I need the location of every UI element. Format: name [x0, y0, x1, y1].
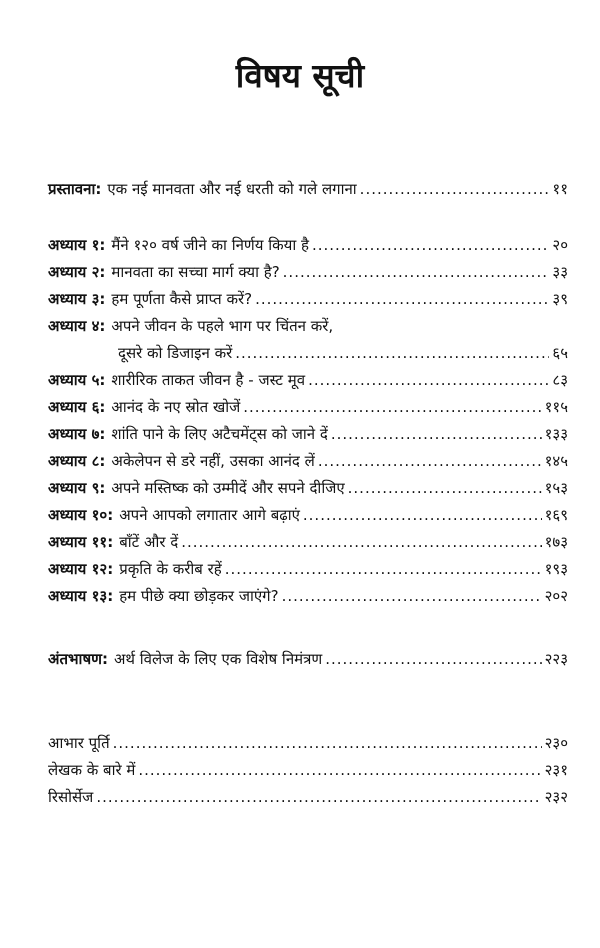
- toc-entry-page: १९३: [544, 560, 568, 578]
- toc-entry-label: अध्याय ३:: [48, 290, 106, 308]
- toc-entry-chapter-6[interactable]: [48, 394, 568, 421]
- toc-leader-dots: [255, 286, 549, 313]
- toc-entry-resources[interactable]: [48, 784, 568, 811]
- toc-entry-title-continuation: दूसरे को डिजाइन करें: [118, 344, 233, 362]
- toc-leader-dots: [312, 232, 549, 259]
- toc-entry-label: अध्याय ६:: [48, 398, 106, 416]
- toc-entry-title: शांति पाने के लिए अटैचमेंट्स को जाने दें: [111, 425, 328, 443]
- toc-entry-page: १७३: [544, 533, 568, 551]
- toc-entry-title: प्रकृति के करीब रहें: [119, 560, 222, 578]
- toc-entry-chapter-10[interactable]: [48, 502, 568, 529]
- toc-leader-dots: [308, 367, 549, 394]
- toc-entry-chapter-2[interactable]: [48, 259, 568, 286]
- toc-entry-label: अध्याय १०:: [48, 506, 114, 524]
- toc-entry-chapter-4[interactable]: [48, 313, 568, 340]
- toc-leader-dots: [225, 556, 542, 583]
- toc-entry-page: ११: [552, 180, 568, 198]
- toc-entry-chapter-8[interactable]: [48, 448, 568, 475]
- toc-entry-label: अध्याय ७:: [48, 425, 106, 443]
- toc-entry-page: ३९: [552, 290, 568, 308]
- toc-preface-section: [48, 176, 568, 203]
- toc-entry-label: अध्याय ८:: [48, 452, 106, 470]
- toc-leader-dots: [113, 730, 542, 757]
- toc-entry-title: आभार पूर्ति: [48, 734, 110, 752]
- toc-entry-acknowledgements[interactable]: [48, 730, 568, 757]
- toc-entry-label: अध्याय २:: [48, 263, 106, 281]
- toc-leader-dots: [235, 340, 549, 367]
- toc-entry-label: अध्याय १:: [48, 236, 106, 254]
- toc-entry-page: २३०: [544, 734, 568, 752]
- toc-entry-title: शारीरिक ताकत जीवन है - जस्ट मूव: [111, 371, 306, 389]
- toc-entry-title: मानवता का सच्चा मार्ग क्या है?: [111, 263, 280, 281]
- toc-entry-page: ६५: [552, 344, 568, 362]
- toc-entry-page: १३३: [544, 425, 568, 443]
- toc-leader-dots: [360, 176, 550, 203]
- page-title: विषय सूची: [235, 56, 365, 95]
- toc-leader-dots: [318, 448, 542, 475]
- toc-leader-dots: [283, 259, 550, 286]
- toc-entry-page: २२३: [544, 650, 568, 668]
- toc-leader-dots: [348, 475, 542, 502]
- toc-entry-chapter-4-continuation[interactable]: [48, 340, 568, 367]
- toc-leader-dots: [96, 784, 541, 811]
- toc-entry-title: हम पीछे क्या छोड़कर जाएंगे?: [119, 587, 279, 605]
- toc-entry-label: अध्याय ५:: [48, 371, 106, 389]
- toc-entry-chapter-1[interactable]: [48, 232, 568, 259]
- toc-entry-title: मैंने १२० वर्ष जीने का निर्णय किया है: [111, 236, 309, 254]
- toc-chapters-section: [48, 232, 568, 610]
- toc-entry-title: अपने आपको लगातार आगे बढ़ाएं: [119, 506, 300, 524]
- toc-entry-preface[interactable]: [48, 176, 568, 203]
- toc-leader-dots: [138, 757, 541, 784]
- toc-entry-chapter-5[interactable]: [48, 367, 568, 394]
- toc-entry-page: ८३: [552, 371, 568, 389]
- toc-entry-chapter-7[interactable]: [48, 421, 568, 448]
- toc-leader-dots: [181, 529, 541, 556]
- toc-entry-label: अध्याय १३:: [48, 587, 114, 605]
- toc-entry-page: २०: [552, 236, 568, 254]
- toc-entry-title: एक नई मानवता और नई धरती को गले लगाना: [107, 180, 357, 198]
- toc-entry-chapter-9[interactable]: [48, 475, 568, 502]
- toc-leader-dots: [303, 502, 542, 529]
- toc-entry-page: ३३: [552, 263, 568, 281]
- toc-back-matter-section: [48, 730, 568, 811]
- toc-entry-title: अपने जीवन के पहले भाग पर चिंतन करें,: [111, 317, 334, 335]
- toc-entry-label: प्रस्तावना:: [48, 180, 102, 198]
- toc-leader-dots: [282, 583, 542, 610]
- toc-entry-title: अपने मस्तिष्क को उम्मीदें और सपने दीजिए: [111, 479, 345, 497]
- toc-entry-chapter-12[interactable]: [48, 556, 568, 583]
- toc-entry-page: १६९: [544, 506, 568, 524]
- toc-entry-page: २३१: [544, 761, 568, 779]
- toc-entry-label: अध्याय ९:: [48, 479, 106, 497]
- toc-entry-page: ११५: [544, 398, 568, 416]
- toc-entry-page: १५३: [544, 479, 568, 497]
- toc-entry-label: अध्याय १२:: [48, 560, 114, 578]
- toc-epilogue-section: [48, 646, 568, 673]
- toc-entry-page: २३२: [544, 788, 568, 806]
- toc-entry-title: अर्थ विलेज के लिए एक विशेष निमंत्रण: [113, 650, 323, 668]
- toc-entry-title: लेखक के बारे में: [48, 761, 136, 779]
- toc-entry-epilogue[interactable]: [48, 646, 568, 673]
- toc-entry-title: हम पूर्णता कैसे प्राप्त करें?: [111, 290, 253, 308]
- toc-entry-title: रिसोर्सेज: [48, 788, 94, 806]
- toc-leader-dots: [243, 394, 541, 421]
- toc-entry-title: अकेलेपन से डरे नहीं, उसका आनंद लें: [111, 452, 315, 470]
- toc-entry-label: अध्याय ४:: [48, 317, 106, 335]
- toc-entry-title: बाँटें और दें: [119, 533, 179, 551]
- toc-entry-chapter-13[interactable]: [48, 583, 568, 610]
- toc-entry-about-author[interactable]: [48, 757, 568, 784]
- toc-entry-title: आनंद के नए स्रोत खोजें: [111, 398, 241, 416]
- toc-entry-page: १४५: [544, 452, 568, 470]
- toc-entry-chapter-3[interactable]: [48, 286, 568, 313]
- toc-entry-label: अंतभाषण:: [48, 650, 108, 668]
- toc-leader-dots: [325, 646, 541, 673]
- toc-entry-label: अध्याय ११:: [48, 533, 114, 551]
- toc-entry-chapter-11[interactable]: [48, 529, 568, 556]
- toc-leader-dots: [331, 421, 542, 448]
- toc-entry-page: २०२: [544, 587, 568, 605]
